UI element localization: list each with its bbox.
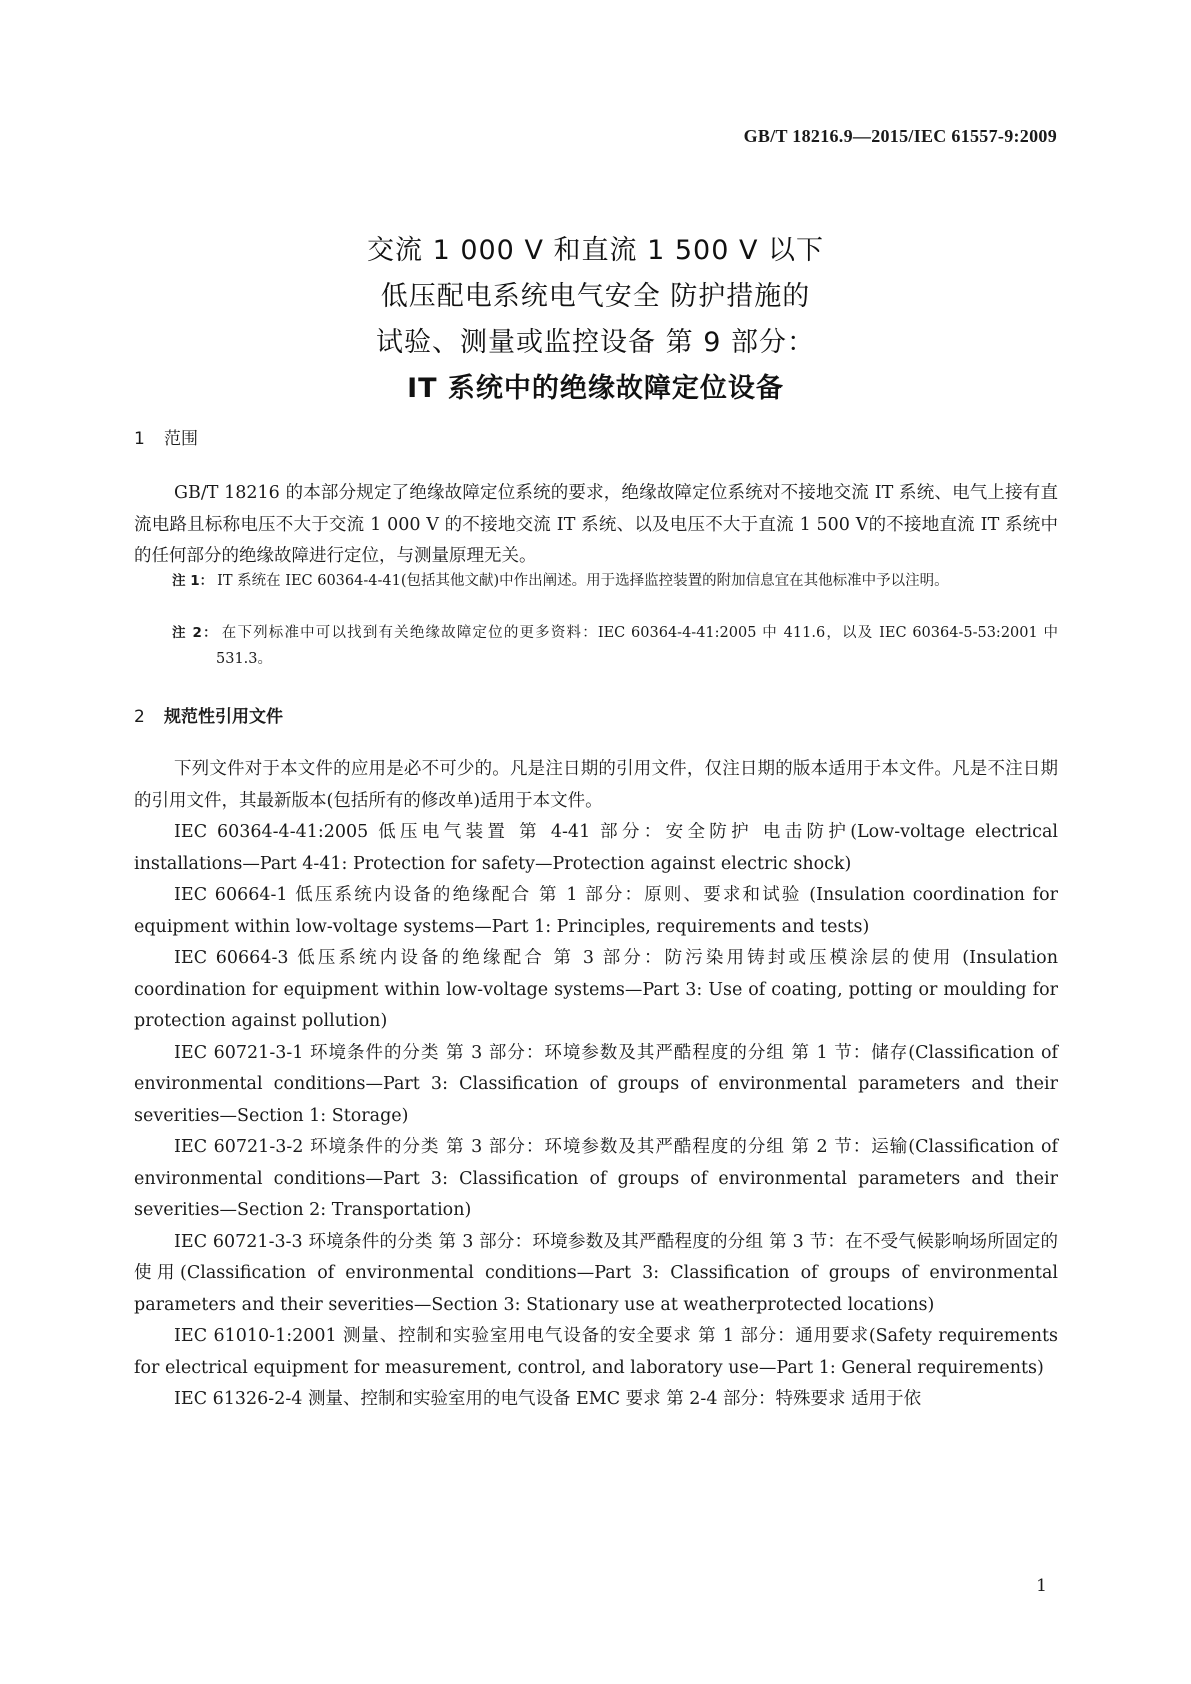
- document-title: [0, 228, 1191, 412]
- section-2-number: 2: [134, 707, 145, 727]
- title-line-4: IT 系统中的绝缘故障定位设备: [407, 373, 784, 404]
- references-intro: 下列文件对于本文件的应用是必不可少的。凡是注日期的引用文件，仅注日期的版本适用于本文件。凡是不注日期的引用文件，其最新版本(包括所有的修改单)适用于本文件。: [134, 759, 1058, 811]
- section-1-number: 1: [134, 429, 145, 449]
- title-line-3: 试验、测量或监控设备 第 9 部分：: [376, 327, 815, 358]
- reference-item: IEC 60364-4-41:2005 低压电气装置 第 4-41 部分：安全防护 电击防护(Low-voltage electrical installations—Part 4-41: Protection for safety—Protection against electric shock): [134, 822, 1058, 874]
- title-line-2: 低压配电系统电气安全 防护措施的: [380, 281, 811, 312]
- section-2-heading: [134, 702, 283, 727]
- note-2-text: 在下列标准中可以找到有关绝缘故障定位的更多资料：IEC 60364-4-41:2005 中 411.6，以及 IEC 60364-5-53:2001 中 531.3。: [216, 625, 1058, 667]
- note-1: [172, 568, 1058, 594]
- scope-paragraph: GB/T 18216 的本部分规定了绝缘故障定位系统的要求，绝缘故障定位系统对不接地交流 IT 系统、电气上接有直流电路且标称电压不大于交流 1 000 V 的不接地交流 IT 系统、以及电压不大于直流 1 500 V的不接地直流 IT 系统中的任何部分的绝缘故障进行定位，与测量原理无关。: [134, 483, 1058, 566]
- note-1-label: 注 1：: [172, 573, 214, 589]
- page-number: 1: [1036, 1576, 1047, 1596]
- section-1-body: [134, 478, 1058, 573]
- reference-item: IEC 60664-3 低压系统内设备的绝缘配合 第 3 部分：防污染用铸封或压模涂层的使用 (Insulation coordination for equipment within low-voltage systems—Part 3: Use of coating, potting or moulding for protection against pollution): [134, 948, 1058, 1031]
- section-1-heading: [134, 424, 198, 449]
- note-1-text: IT 系统在 IEC 60364-4-41(包括其他文献)中作出阐述。用于选择监控装置的附加信息宜在其他标准中予以注明。: [217, 573, 949, 589]
- reference-item: IEC 61326-2-4 测量、控制和实验室用的电气设备 EMC 要求 第 2-4 部分：特殊要求 适用于依: [174, 1389, 922, 1409]
- title-line-1: 交流 1 000 V 和直流 1 500 V 以下: [366, 235, 825, 266]
- reference-item: IEC 61010-1:2001 测量、控制和实验室用电气设备的安全要求 第 1 部分：通用要求(Safety requirements for electrical equipment for measurement, control, and laboratory use—Part 1: General requirements): [134, 1326, 1058, 1378]
- section-2-title: 规范性引用文件: [164, 707, 283, 727]
- reference-item: IEC 60721-3-1 环境条件的分类 第 3 部分：环境参数及其严酷程度的分组 第 1 节：储存(Classification of environmental conditions—Part 3: Classification of groups of environmental parameters and their severities—Section 1: Storage): [134, 1042, 1058, 1126]
- section-1-title: 范围: [164, 429, 198, 449]
- reference-item: IEC 60664-1 低压系统内设备的绝缘配合 第 1 部分：原则、要求和试验 (Insulation coordination for equipment within low-voltage systems—Part 1: Principles, requirements and tests): [134, 885, 1058, 937]
- note-2: [172, 620, 1058, 672]
- standard-identifier: GB/T 18216.9—2015/IEC 61557-9:2009: [743, 126, 1057, 146]
- section-2-body: [134, 754, 1058, 1416]
- reference-item: IEC 60721-3-3 环境条件的分类 第 3 部分：环境参数及其严酷程度的分组 第 3 节：在不受气候影响场所固定的使用(Classification of environmental conditions—Part 3: Classification of groups of environmental parameters and their severities—Section 3: Stationary use at weatherprotected locations): [134, 1231, 1058, 1315]
- reference-item: IEC 60721-3-2 环境条件的分类 第 3 部分：环境参数及其严酷程度的分组 第 2 节：运输(Classification of environmental conditions—Part 3: Classification of groups of environmental parameters and their severities—Section 2: Transportation): [134, 1137, 1058, 1220]
- note-2-label: 注 2：: [172, 625, 218, 641]
